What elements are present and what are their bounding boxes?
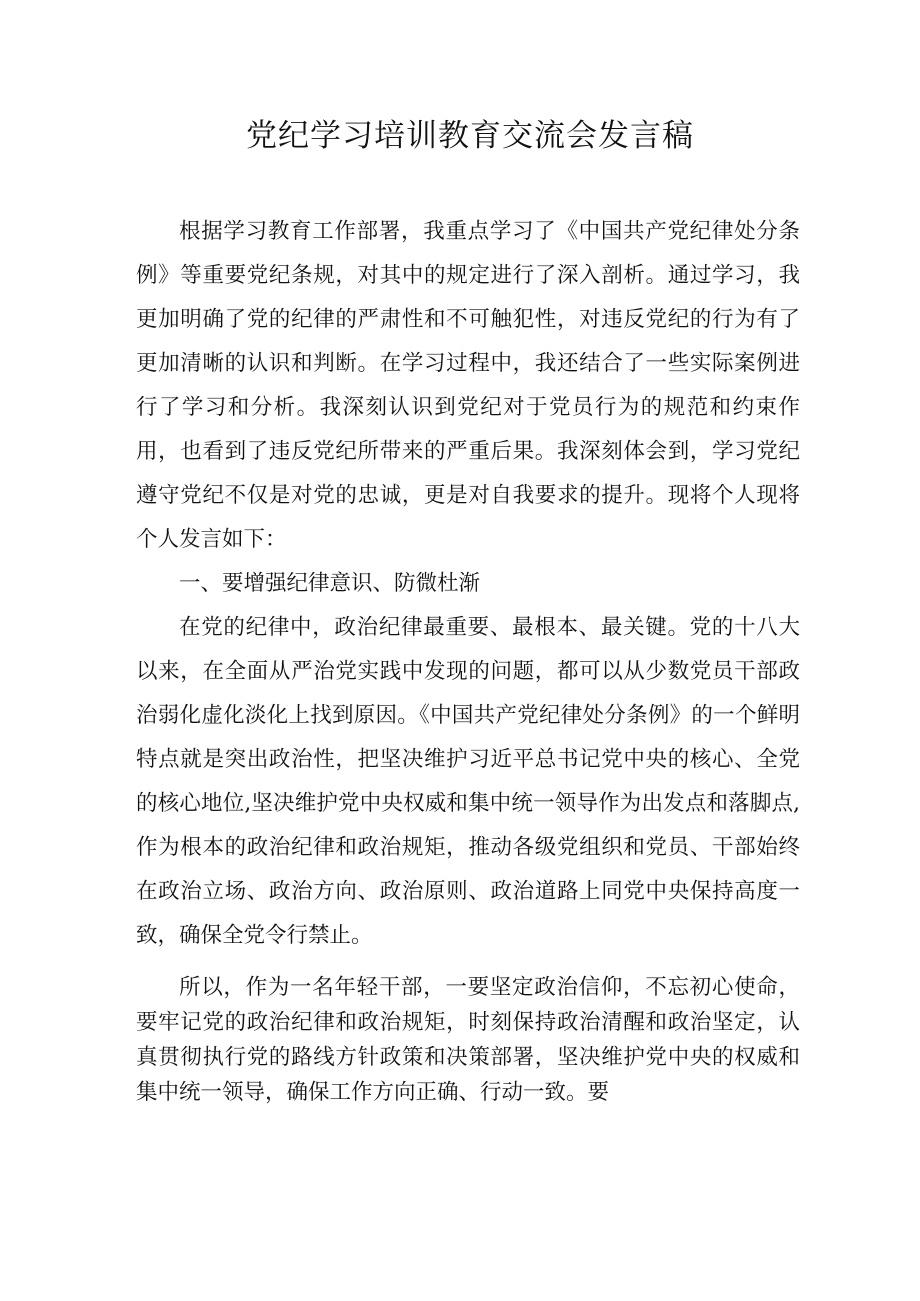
- document-title: 党纪学习培训教育交流会发言稿: [246, 118, 694, 154]
- section-heading-1: 一、要增强纪律意识、防微杜渐: [179, 571, 481, 596]
- political-discipline-paragraph: 在党的纪律中，政治纪律最重要、最根本、最关键。党的十八大以来，在全面从严治党实践中发现的问题，都可以从少数党员干部政治弱化虚化淡化上找到原因。《中国共产党纪律处分条例》的一个鲜明特点就是突出政治性，把坚决维护习近平总书记党中央的核心、全党的核心地位,坚决维护党中央权威和集中统一领导作为出发点和落脚点,作为根本的政治纪律和政治规矩，推动各级党组织和党员、干部始终在政治立场、政治方向、政治原则、政治道路上同党中央保持高度一致，确保全党令行禁止。: [136, 615, 800, 948]
- young-cadre-paragraph: 所以，作为一名年轻干部，一要坚定政治信仰，不忘初心使命，要牢记党的政治纪律和政治规矩，时刻保持政治清醒和政治坚定，认真贯彻执行党的路线方针政策和决策部署，坚决维护党中央的权威和集中统一领导，确保工作方向正确、行动一致。要: [136, 975, 800, 1105]
- intro-paragraph: 根据学习教育工作部署，我重点学习了《中国共产党纪律处分条例》等重要党纪条规，对其中的规定进行了深入剖析。通过学习，我更加明确了党的纪律的严肃性和不可触犯性，对违反党纪的行为有了更加清晰的认识和判断。在学习过程中，我还结合了一些实际案例进行了学习和分析。我深刻认识到党纪对于党员行为的规范和约束作用，也看到了违反党纪所带来的严重后果。我深刻体会到，学习党纪遵守党纪不仅是对党的忠诚，更是对自我要求的提升。现将个人现将个人发言如下：: [136, 219, 800, 552]
